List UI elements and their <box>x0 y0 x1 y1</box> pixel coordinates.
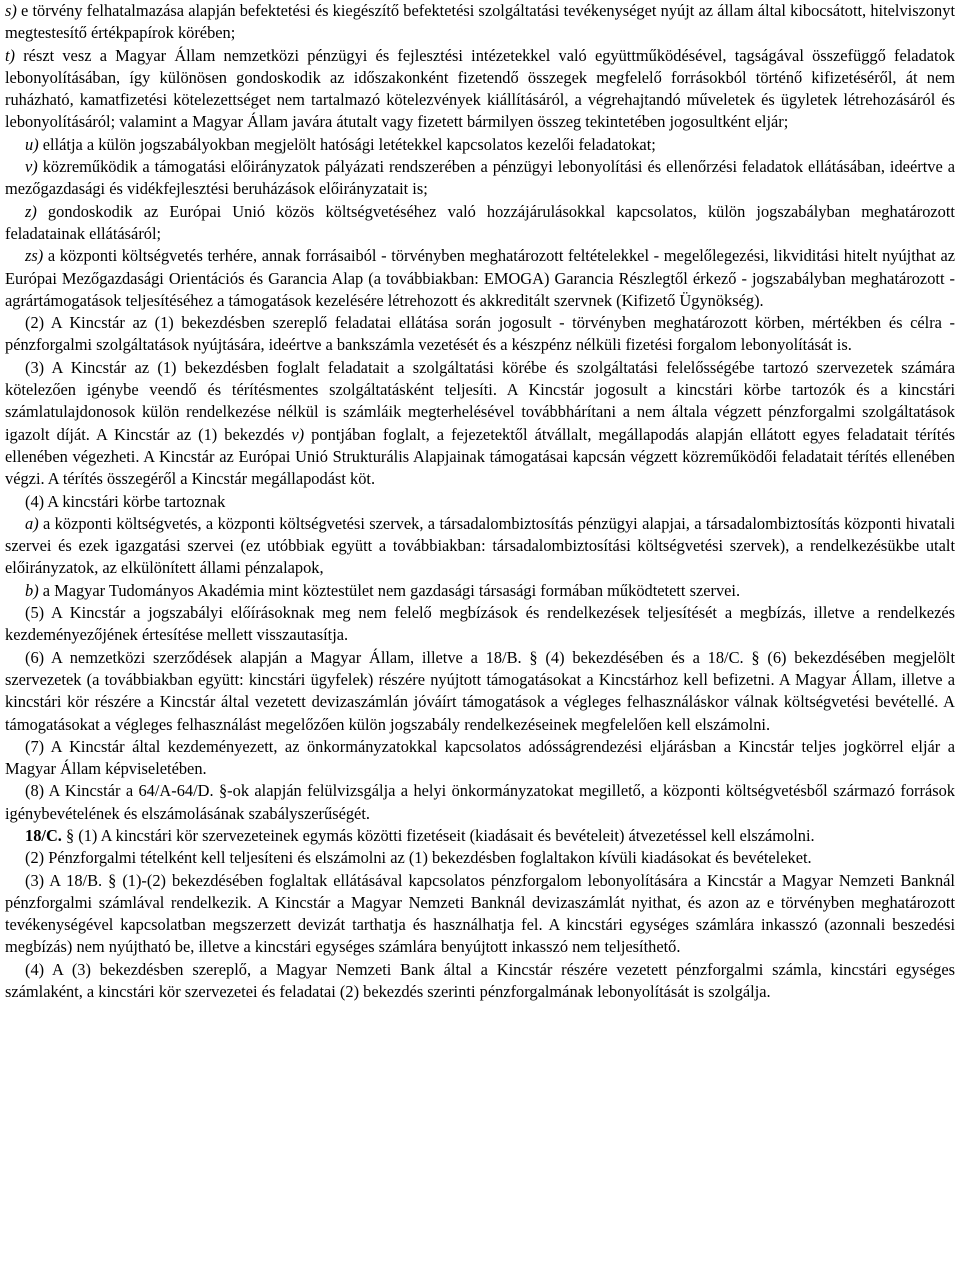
item-label: v) <box>25 157 38 177</box>
paragraph-5 <box>5 602 955 647</box>
paragraph-item-zs <box>5 245 955 312</box>
paragraph-item-s <box>5 0 955 45</box>
paragraph-text: (4) A (3) bekezdésben szereplő, a Magyar Nemzeti Bank által a Kincstár részére vezetett pénzforgalmi számla, kincstári egységes számlaként, a kincstári kör szervezetei és feladatai (2) bekezdés szerinti pénzforgalmának lebonyolítását is szolgálja. <box>5 959 955 1002</box>
item-text: közreműködik a támogatási előirányzatok pályázati rendszerében a pénzügyi lebonyolítási és ellenőrzési feladatok ellátásában, ideértve a mezőgazdasági és vidékfejlesztési beruházások előirányzatait is; <box>5 157 955 199</box>
inline-italic-reference: v) <box>284 424 305 444</box>
item-text: részt vesz a Magyar Állam nemzetközi pénzügyi és fejlesztési intézetekkel való együttműködésével, tagságával összefüggő feladatok lebonyolításában, így különösen gondoskodik az időszakonként fizetendő összegek megfelelő forrásokból történő kifizetéséről, át nem ruházható, kamatfizetési kötelezettséget nem tartalmazó kötelezvények kiállításáról, a végrehajtandó műveletek és ügyletek létrehozásáról és lebonyolításáról; valamint a Magyar Állam javára átutalt vagy fizetett bármilyen összeg tekintetében jogosultként eljár; <box>5 45 955 132</box>
paragraph-text: (5) A Kincstár a jogszabályi előírásoknak meg nem felelő megbízások és rendelkezések teljesítését a megbízás, illetve a rendelkezés kezdeményezőjének értesítése mellett visszautasítja. <box>5 603 955 645</box>
paragraph-text: § (1) A kincstári kör szervezeteinek egymás közötti fizetéseit (kiadásait és bevételeit) átvezetéssel kell elszámolni. <box>61 825 815 845</box>
document-page <box>5 0 955 1003</box>
paragraph-text: (8) A Kincstár a 64/A-64/D. §-ok alapján felülvizsgálja a helyi önkormányzatokat megillető, a központi költségvetésből származó források igénybevételének és elszámolásának szabályszerűségét. <box>5 781 955 823</box>
item-text: a központi költségvetés terhére, annak forrásaiból - törvényben meghatározott feltételekkel - megelőlegezési, likviditási hitelt nyújthat az Európai Mezőgazdasági Orientációs és Garancia Alap (a továbbiakban: EMOGA) Garancia Részlegtől érkező - jogszabályban meghatározott - agrártámogatások teljesítéséhez a támogatások kezelésére létrehozott és akkreditált szervnek (Kifizető Ügynökség). <box>5 246 955 310</box>
item-label: zs) <box>25 246 44 266</box>
paragraph-6 <box>5 647 955 736</box>
paragraph-text: (3) A Kincstár az (1) bekezdésben foglalt feladatait a szolgáltatási körébe és szolgáltatási felelősségébe tartozó szervezetek számára kötelezően igénybe veendő és térítésmentes szolgáltatásként teljesíti. A Kincstár jogosult a kincstári körbe tartozók és a kincstári számlatulajdonosok külön rendelkezése nélkül is számláik megterhelésével továbbhárítani a nem általa végzett pénzforgalmi szolgáltatások igazolt díját. A Kincstár az (1) bekezdés <box>5 357 955 444</box>
section-18c-paragraph-3 <box>5 870 955 959</box>
paragraph-text: (2) Pénzforgalmi tételként kell teljesíteni és elszámolni az (1) bekezdésben foglaltakon kívüli kiadásokat és bevételeket. <box>25 848 812 868</box>
section-18c-paragraph-1 <box>5 825 955 847</box>
paragraph-item-v <box>5 156 955 201</box>
item-label: u) <box>25 134 39 154</box>
paragraph-8 <box>5 780 955 825</box>
paragraph-3 <box>5 357 955 491</box>
item-text: gondoskodik az Európai Unió közös költségvetéséhez való hozzájárulásokkal kapcsolatos, külön jogszabályban meghatározott feladatainak ellátásáról; <box>5 201 955 243</box>
paragraph-7 <box>5 736 955 781</box>
paragraph-item-u <box>5 134 955 156</box>
item-text: a központi költségvetés, a központi költségvetési szervek, a társadalombiztosítás pénzügyi alapjai, a társadalombiztosítás központi hivatali szervei és ezek igazgatási szervei (ez utóbbiak együtt a továbbiakban: társadalombiztosítási költségvetési szervek), a rendelkezésükbe utalt előirányzatok, az elkülönített állami pénzalapok, <box>5 513 955 578</box>
item-label: a) <box>25 513 39 533</box>
item-text: a Magyar Tudományos Akadémia mint köztestület nem gazdasági társasági formában működtetett szervei. <box>38 580 741 600</box>
item-label: t) <box>5 45 16 65</box>
paragraph-text: (2) A Kincstár az (1) bekezdésben szereplő feladatai ellátása során jogosult - törvényben meghatározott körben, mértékben és célra - pénzforgalmi szolgáltatások nyújtására, ideértve a bankszámla vezetését és a készpénz nélküli fizetési forgalom lebonyolítását is. <box>5 313 955 355</box>
paragraph-4-item-b <box>5 580 955 602</box>
item-text: ellátja a külön jogszabályokban megjelölt hatósági letétekkel kapcsolatos kezelői feladatokat; <box>38 134 656 154</box>
paragraph-text-continued: pontjában foglalt, a fejezetektől átvállalt, megállapodás alapján ellátott egyes feladatait térítés ellenében végezheti. A Kincstár az Európai Unió Strukturális Alapjainak támogatásai kapcsán végzett közreműködői feladatait térítés ellenében végzi. A térítés összegéről a Kincstár megállapodást köt. <box>5 424 955 489</box>
section-18c-paragraph-4 <box>5 959 955 1004</box>
item-text: e törvény felhatalmazása alapján befektetési és kiegészítő befektetési szolgáltatási tevékenységet nyújt az állam által kibocsátott, hitelviszonyt megtestesítő értékpapírok körében; <box>5 1 955 43</box>
section-18c-paragraph-2 <box>5 847 955 869</box>
paragraph-text: (4) A kincstári körbe tartoznak <box>25 491 226 511</box>
item-label: b) <box>25 580 39 600</box>
item-label: s) <box>5 1 17 20</box>
paragraph-item-t <box>5 45 955 134</box>
paragraph-text: (3) A 18/B. § (1)-(2) bekezdésében foglaltak ellátásával kapcsolatos pénzforgalom lebonyolítására a Kincstár a Magyar Nemzeti Banknál pénzforgalmi számlával rendelkezik. A Kincstár a Magyar Nemzeti Banknál devizaszámlát nyithat, és azon az e törvényben meghatározott tevékenységével kapcsolatban megszerzett devizát tarthatja és használhatja fel. A kincstári egységes számlára inkasszó (azonnali beszedési megbízás) nem nyújtható be, illetve a kincstári egységes számlára benyújtott inkasszó nem teljesíthető. <box>5 870 955 957</box>
paragraph-4-item-a <box>5 513 955 580</box>
paragraph-text: (7) A Kincstár által kezdeményezett, az önkormányzatokkal kapcsolatos adósságrendezési eljárásban a Kincstár teljes jogkörrel eljár a Magyar Állam képviseletében. <box>5 736 955 779</box>
paragraph-4 <box>5 491 955 513</box>
paragraph-item-z <box>5 201 955 246</box>
paragraph-2 <box>5 312 955 357</box>
item-label: z) <box>25 201 37 221</box>
paragraph-text: (6) A nemzetközi szerződések alapján a Magyar Állam, illetve a 18/B. § (4) bekezdésében és a 18/C. § (6) bekezdésében megjelölt szervezetek (a továbbiakban együtt: kincstári ügyfelek) részére nyújtott támogatásokat a Kincstárhoz kell befizetni. A Magyar Állam, illetve a kincstári kör részére a Kincstár által vezetett devizaszámlán jóváírt támogatások a végleges felhasználáskor válnak költségvetési bevétellé. A támogatásokat a végleges felhasználást megelőzően külön jogszabály rendelkezéseinek megfelelően kell elszámolni. <box>5 647 955 734</box>
section-number: 18/C. <box>25 825 62 845</box>
